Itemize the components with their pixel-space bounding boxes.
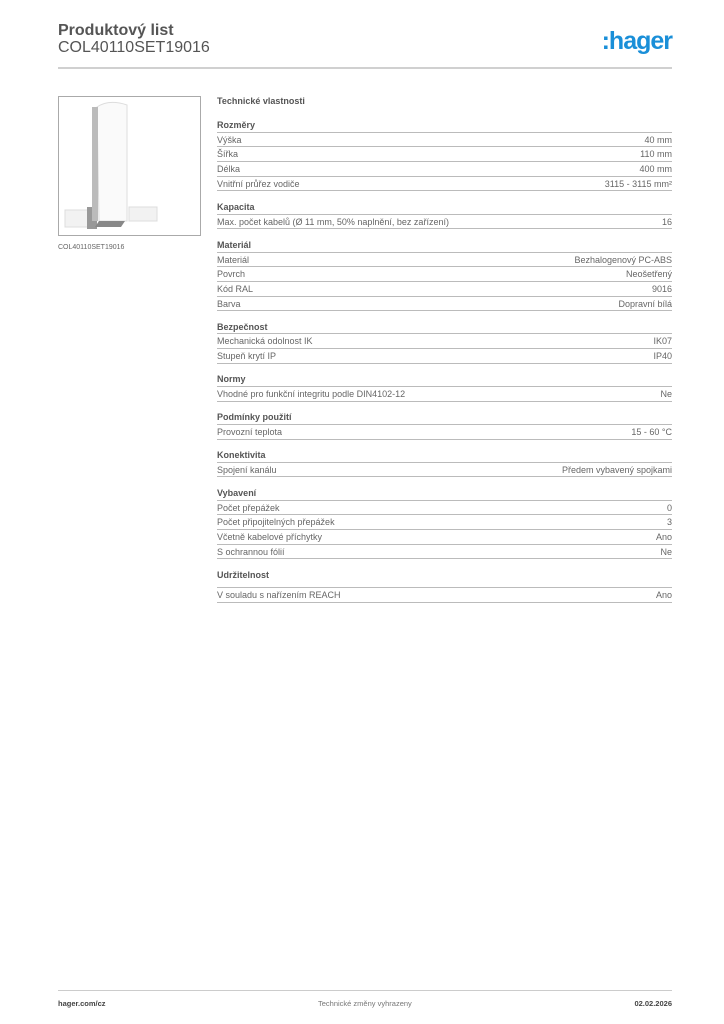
spec-label: Šířka — [217, 149, 239, 160]
spec-section — [217, 320, 672, 364]
spec-value: 15 - 60 °C — [631, 426, 672, 437]
spec-row — [217, 147, 672, 162]
spec-row — [217, 349, 672, 364]
spec-value: 110 mm — [640, 149, 672, 160]
spec-label: Barva — [217, 298, 241, 309]
spec-section — [217, 410, 672, 439]
spec-label: Počet přepážek — [217, 502, 280, 513]
spec-section — [217, 486, 672, 559]
spec-label: Kód RAL — [217, 283, 254, 294]
spec-value: Předem vybavený spojkami — [561, 464, 672, 475]
section-title: Normy — [217, 372, 672, 387]
section-title: Rozměry — [217, 118, 672, 133]
spec-value: Bezhalogenový PC-ABS — [574, 254, 672, 265]
image-caption: COL40110SET19016 — [58, 244, 125, 251]
section-title: Materiál — [217, 238, 672, 253]
spec-section — [217, 372, 672, 401]
section-title: Bezpečnost — [217, 320, 672, 335]
spec-section — [217, 118, 672, 191]
section-title: Vybavení — [217, 486, 672, 501]
spec-value: Dopravní bílá — [618, 298, 672, 309]
spec-row — [217, 215, 672, 230]
footer-divider — [58, 990, 672, 991]
spec-row — [217, 282, 672, 297]
spec-value: 3115 - 3115 mm² — [604, 178, 672, 189]
spec-label: Včetně kabelové příchytky — [217, 532, 323, 542]
spec-label: Délka — [217, 164, 241, 175]
spec-row — [217, 133, 672, 148]
spec-section — [217, 568, 672, 603]
technical-specs — [217, 96, 672, 611]
spec-value: Ne — [660, 546, 672, 557]
spec-row — [217, 463, 672, 478]
spec-label: Mechanická odolnost IK — [217, 336, 313, 347]
hager-logo: :hager — [601, 27, 672, 55]
spec-row — [217, 501, 672, 516]
spec-row — [217, 530, 672, 545]
footer-website[interactable]: hager.com/cz — [58, 999, 106, 1008]
section-title: Podmínky použití — [217, 410, 672, 425]
section-title: Udržitelnost — [217, 568, 672, 588]
footer-date: 02.02.2026 — [634, 999, 672, 1008]
spec-value: Ne — [660, 389, 672, 399]
spec-row — [217, 267, 672, 282]
spec-value: Ano — [655, 589, 672, 600]
spec-section — [217, 448, 672, 477]
spec-section — [217, 200, 672, 229]
spec-label: S ochrannou fólií — [217, 546, 285, 557]
spec-label: Stupeň krytí IP — [217, 351, 277, 362]
spec-row — [217, 425, 672, 440]
spec-row — [217, 177, 672, 192]
spec-label: Max. počet kabelů (Ø 11 mm, 50% naplnění, bez zařízení) — [217, 216, 449, 227]
spec-section — [217, 238, 672, 311]
spec-value: IK07 — [653, 336, 672, 347]
spec-row — [217, 297, 672, 312]
spec-label: Výška — [217, 134, 242, 145]
spec-value: Ano — [655, 532, 672, 542]
spec-value: 40 mm — [644, 134, 672, 145]
spec-value: 9016 — [651, 283, 672, 294]
spec-label: Počet připojitelných přepážek — [217, 517, 335, 528]
footer-note: Technické změny vyhrazeny — [318, 999, 412, 1008]
section-title: Kapacita — [217, 200, 672, 215]
spec-value: IP40 — [653, 351, 672, 362]
spec-label: Materiál — [217, 254, 250, 265]
specs-title: Technické vlastnosti — [217, 96, 305, 106]
spec-value: 400 mm — [639, 164, 672, 175]
spec-label: Povrch — [217, 269, 246, 280]
spec-value: 0 — [666, 502, 672, 513]
product-image — [58, 96, 201, 236]
spec-row — [217, 515, 672, 530]
spec-row — [217, 334, 672, 349]
spec-label: Vnitřní průřez vodiče — [217, 178, 300, 189]
spec-value: 3 — [666, 517, 672, 528]
document-title: Produktový list — [58, 22, 174, 39]
spec-row — [217, 162, 672, 177]
header-divider — [58, 67, 672, 69]
spec-row — [217, 545, 672, 560]
product-code: COL40110SET19016 — [58, 39, 210, 56]
section-title: Konektivita — [217, 448, 672, 463]
spec-row — [217, 387, 672, 402]
spec-label: Vhodné pro funkční integritu podle DIN4102-12 — [217, 389, 406, 399]
spec-row — [217, 253, 672, 268]
spec-row — [217, 588, 672, 603]
spec-label: V souladu s nařízením REACH — [217, 589, 341, 600]
spec-label: Provozní teplota — [217, 426, 283, 437]
spec-label: Spojení kanálu — [217, 464, 277, 475]
spec-value: Neošetřený — [625, 269, 672, 280]
spec-value: 16 — [661, 216, 672, 227]
